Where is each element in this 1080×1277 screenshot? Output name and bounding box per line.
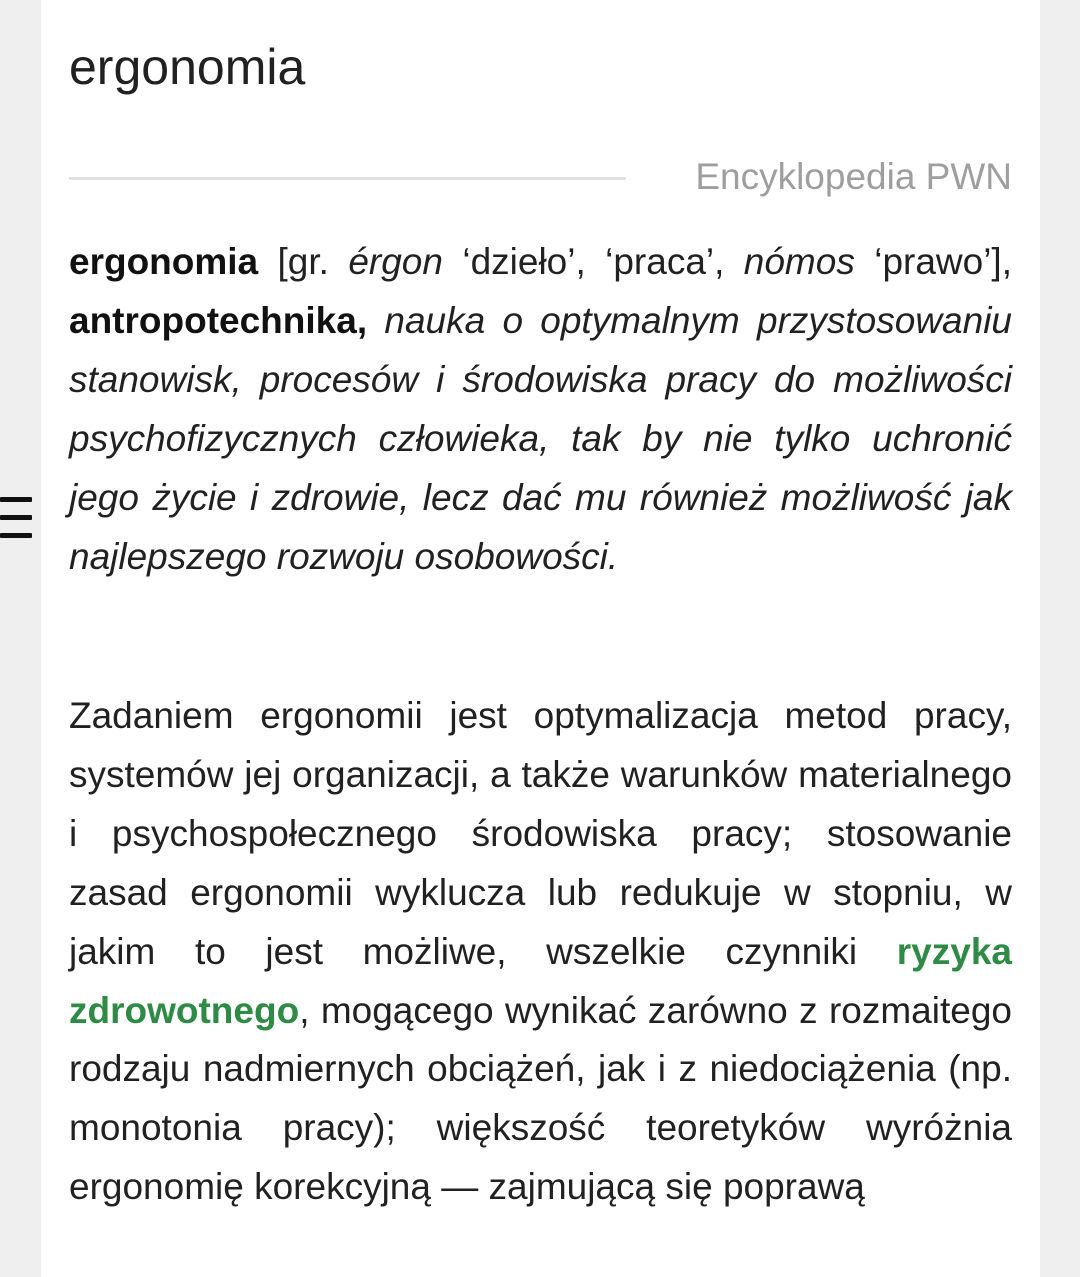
divider	[69, 177, 626, 180]
source-label: Encyklopedia PWN	[695, 156, 1012, 197]
hamburger-menu-icon[interactable]	[0, 497, 32, 539]
entry-card	[41, 0, 1040, 1277]
etymology-gloss: ‘prawo’],	[854, 241, 1012, 282]
risk-link[interactable]: ryzyka zdrowotnego	[69, 930, 1012, 1031]
definition-paragraph	[69, 233, 1012, 586]
headword: ergonomia	[69, 241, 259, 282]
page-title: ergonomia	[69, 39, 306, 95]
source-header	[69, 155, 1012, 199]
definition-text: nauka o optymalnym przystosowaniu stanowisk, procesów i środowiska pracy do możliwości psychofizycznych człowieka, tak by nie tylko uchronić jego życie i zdrowie, lecz dać mu również możliwość jak najlepszego rozwoju osobowości.	[69, 299, 1012, 577]
etymology-gloss: ‘dzieło’, ‘praca’,	[442, 241, 744, 282]
body-text: , mogącego wynikać zarówno z rozmaitego rodzaju nadmiernych obciążeń, jak i z niedociążenia (np. monotonia pracy); większość teoretyków wyróżnia ergonomię korekcyjną — zajmującą się poprawą	[69, 989, 1012, 1208]
etymology-open: [gr.	[258, 241, 349, 282]
body-text: Zadaniem ergonomii jest optymalizacja metod pracy, systemów jej organizacji, a także warunków materialnego i psychospołecznego środowiska pracy; stosowanie zasad ergonomii wyklucza lub redukuje w stopniu, w jakim to jest możliwe, wszelkie czynniki	[69, 695, 1012, 972]
etymology-word: érgon	[348, 241, 443, 282]
body-paragraph	[69, 687, 1012, 1217]
etymology-word: nómos	[743, 241, 855, 282]
synonym: antropotechnika,	[69, 299, 368, 341]
